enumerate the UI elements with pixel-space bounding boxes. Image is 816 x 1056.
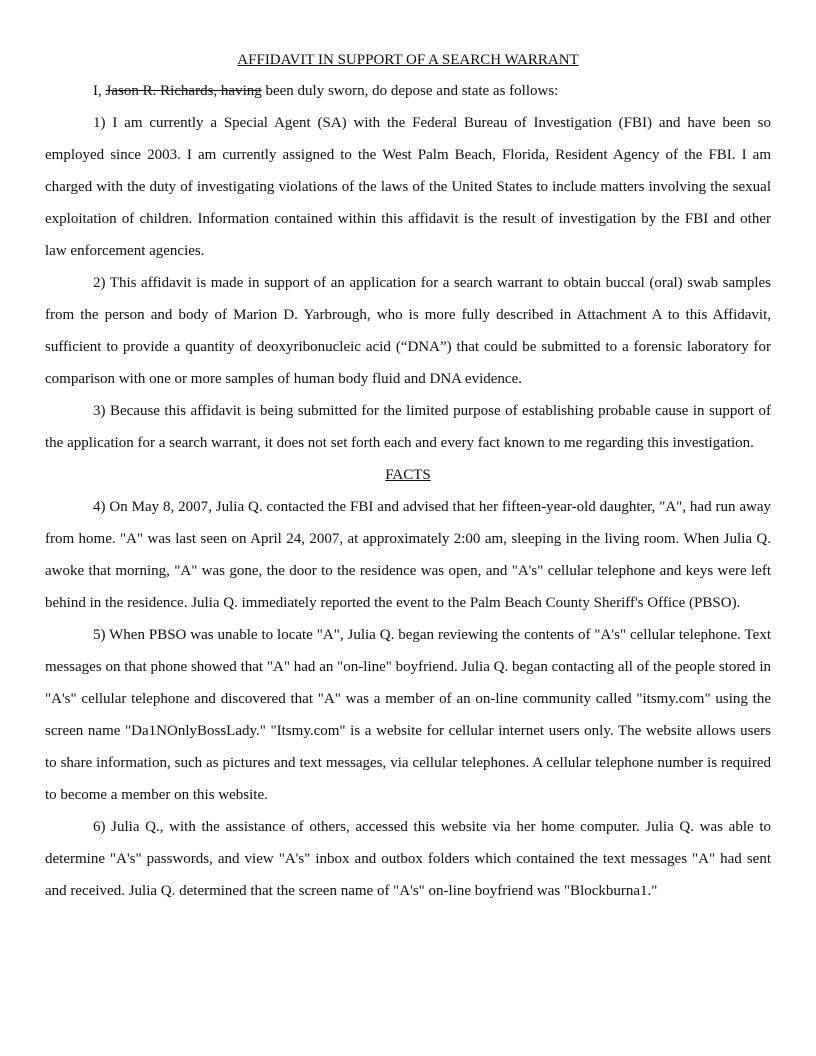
document-title: AFFIDAVIT IN SUPPORT OF A SEARCH WARRANT [237,52,579,68]
paragraph-2: 2) This affidavit is made in support of an application for a search warrant to obtain buccal (oral) swab samples from the person and body of Marion D. Yarbrough, who is more fully described in Attachment A to this Affidavit, sufficient to provide a quantity of deoxyribonucleic acid (“DNA”) that could be submitted to a forensic laboratory for comparison with one or more samples of human body fluid and DNA evidence. [45,275,771,387]
oath-suffix: been duly sworn, do depose and state as follows: [261,83,559,99]
paragraph-5: 5) When PBSO was unable to locate "A", Julia Q. began reviewing the contents of "A's" cellular telephone. Text messages on that phone showed that "A" had an "on-line" boyfriend. Julia Q. began contacting all of the people stored in "A's" cellular telephone and discovered that "A" was a member of an on-line community called "itsmy.com" using the screen name "Da1NOnlyBossLady." "Itsmy.com" is a website for cellular internet users only. The website allows users to share information, such as pictures and text messages, via cellular telephones. A cellular telephone number is required to become a member on this website. [45,627,771,803]
struck-name: Jason R. Richards, having [105,83,262,99]
document-page [45,45,771,907]
paragraph-1: 1) I am currently a Special Agent (SA) with the Federal Bureau of Investigation (FBI) and have been so employed since 2003. I am currently assigned to the West Palm Beach, Florida, Resident Agency of the FBI. I am charged with the duty of investigating violations of the laws of the United States to include matters involving the sexual exploitation of children. Information contained within this affidavit is the result of investigation by the FBI and other law enforcement agencies. [45,115,771,259]
paragraph-6: 6) Julia Q., with the assistance of others, accessed this website via her home computer. Julia Q. was able to determine "A's" passwords, and view "A's" inbox and outbox folders which contained the text messages "A" had sent and received. Julia Q. determined that the screen name of "A's" on-line boyfriend was "Blockburna1." [45,819,771,899]
facts-heading: FACTS [385,467,431,483]
oath-statement [45,75,771,107]
oath-prefix: I, [93,83,106,99]
paragraph-4: 4) On May 8, 2007, Julia Q. contacted the FBI and advised that her fifteen-year-old daughter, "A", had run away from home. "A" was last seen on April 24, 2007, at approximately 2:00 am, sleeping in the living room. When Julia Q. awoke that morning, "A" was gone, the door to the residence was open, and "A's" cellular telephone and keys were left behind in the residence. Julia Q. immediately reported the event to the Palm Beach County Sheriff's Office (PBSO). [45,499,771,611]
paragraph-3: 3) Because this affidavit is being submitted for the limited purpose of establishing probable cause in support of the application for a search warrant, it does not set forth each and every fact known to me regarding this investigation. [45,403,771,451]
